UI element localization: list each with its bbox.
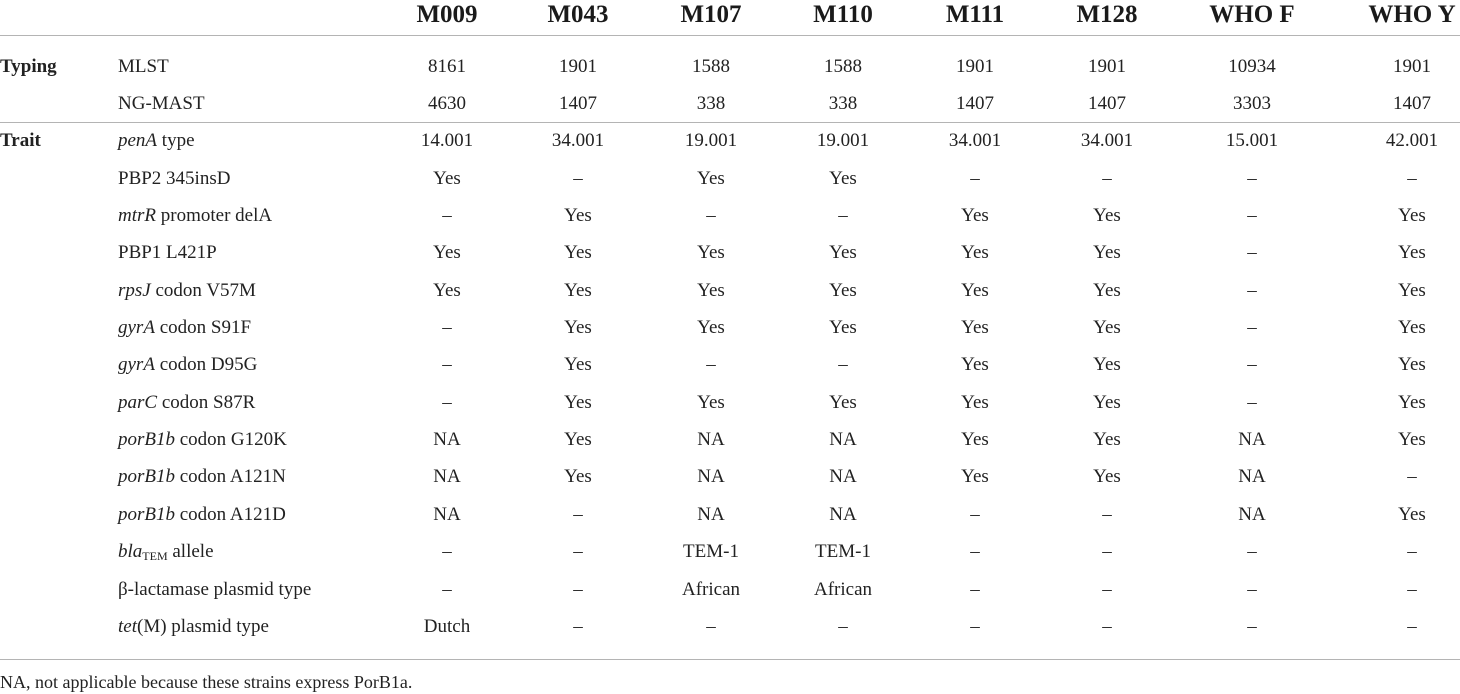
table-cell: 338 [696, 93, 726, 114]
table-cell: – [573, 504, 583, 525]
table-cell: – [442, 541, 452, 562]
table-cell: 14.001 [420, 130, 474, 151]
row-label [118, 503, 286, 527]
table-cell: – [573, 168, 583, 189]
table-cell: Yes [961, 392, 989, 413]
rule-bottom [0, 659, 1460, 660]
table-cell: Yes [961, 466, 989, 487]
table-cell: Yes [1398, 504, 1426, 525]
table-cell: 34.001 [948, 130, 1002, 151]
group-trait: Trait [0, 130, 41, 151]
table-cell: – [1247, 168, 1257, 189]
row-label [118, 465, 286, 489]
table-cell: – [838, 205, 848, 226]
table-cell: African [681, 579, 741, 600]
table-cell: – [1407, 168, 1417, 189]
table-cell: NA [829, 429, 857, 450]
table-cell: Yes [564, 429, 592, 450]
table-cell: NA [1238, 466, 1266, 487]
row-label [118, 204, 272, 228]
row-label [118, 428, 287, 452]
col-header: M043 [547, 1, 609, 28]
table-cell: Yes [1093, 317, 1121, 338]
table-cell: Yes [961, 205, 989, 226]
table-cell: Yes [829, 392, 857, 413]
table-cell: – [1407, 579, 1417, 600]
col-header: M128 [1076, 1, 1138, 28]
footnote: NA, not applicable because these strains express PorB1a. [0, 672, 413, 692]
table-cell: Yes [1093, 466, 1121, 487]
row-label [118, 391, 255, 415]
table-cell: 1901 [1088, 56, 1126, 77]
row-label-gene: tet [118, 616, 137, 637]
table-cell: Yes [697, 242, 725, 263]
table-cell: – [1247, 205, 1257, 226]
table-cell: 34.001 [551, 130, 605, 151]
row-label-gene: gyrA [118, 317, 155, 338]
row-label [118, 55, 169, 79]
table-cell: Yes [961, 317, 989, 338]
table-cell: 42.001 [1385, 130, 1439, 151]
table-cell: – [1102, 579, 1112, 600]
table-cell: – [1247, 541, 1257, 562]
table-cell: – [573, 541, 583, 562]
table-cell: Yes [697, 317, 725, 338]
table-cell: NA [697, 429, 725, 450]
col-header: WHO F [1209, 1, 1295, 28]
table-cell: – [1247, 616, 1257, 637]
table-cell: NA [697, 504, 725, 525]
table-cell: Yes [564, 317, 592, 338]
table-cell: Yes [1093, 205, 1121, 226]
table-cell: – [1247, 317, 1257, 338]
row-label-gene: rpsJ [118, 280, 151, 301]
table-cell: – [1102, 504, 1112, 525]
row-label-text: β-lactamase plasmid type [118, 579, 312, 600]
row-label-text: codon A121D [175, 504, 286, 525]
table-cell: – [970, 168, 980, 189]
table-cell: NA [433, 466, 461, 487]
row-label-gene: porB1b [118, 504, 175, 525]
table-cell: NA [829, 504, 857, 525]
table-cell: Yes [697, 392, 725, 413]
table-cell: Yes [564, 392, 592, 413]
table-cell: Yes [1093, 429, 1121, 450]
table-cell: NA [433, 504, 461, 525]
table-cell: 338 [828, 93, 858, 114]
table-cell: Yes [961, 242, 989, 263]
table-cell: – [442, 392, 452, 413]
table-cell: Yes [697, 168, 725, 189]
table-cell: Yes [564, 242, 592, 263]
row-label-gene: mtrR [118, 205, 156, 226]
row-label-text: (M) plasmid type [137, 616, 269, 637]
table-cell: – [1102, 541, 1112, 562]
table-cell: African [813, 579, 873, 600]
row-label [118, 129, 195, 153]
row-label-text: promoter delA [156, 205, 273, 226]
row-label-text: PBP2 345insD [118, 168, 231, 189]
table-cell: Yes [564, 466, 592, 487]
row-label-gene: porB1b [118, 466, 175, 487]
table-cell: 1407 [1088, 93, 1126, 114]
table-cell: Yes [1093, 392, 1121, 413]
row-label [118, 167, 230, 191]
table-cell: – [1247, 579, 1257, 600]
table-cell: Yes [1398, 280, 1426, 301]
table-cell: Yes [829, 280, 857, 301]
group-typing: Typing [0, 56, 57, 77]
table-cell: – [1247, 392, 1257, 413]
table-cell: Yes [1093, 354, 1121, 375]
table-cell: Yes [433, 168, 461, 189]
table-cell: Yes [961, 354, 989, 375]
table-cell: Yes [433, 280, 461, 301]
table-cell: NA [697, 466, 725, 487]
row-label-gene: parC [118, 392, 158, 413]
table-cell: – [838, 354, 848, 375]
table-cell: Yes [1398, 242, 1426, 263]
table-cell: Yes [1398, 354, 1426, 375]
table-cell: – [1102, 616, 1112, 637]
row-label-text: NG-MAST [118, 93, 205, 114]
row-label-text: MLST [118, 56, 169, 77]
table-cell: TEM-1 [815, 541, 871, 562]
row-label-text: codon S91F [154, 317, 252, 338]
table-cell: 1407 [956, 93, 994, 114]
table-cell: 3303 [1233, 93, 1271, 114]
table-cell: – [970, 504, 980, 525]
table-cell: Yes [1398, 317, 1426, 338]
row-label [118, 578, 311, 602]
table-cell: Yes [1398, 392, 1426, 413]
table-cell: – [706, 354, 716, 375]
row-label-gene: penA [118, 130, 158, 151]
table-cell: 34.001 [1080, 130, 1134, 151]
row-label-text: codon A121N [175, 466, 286, 487]
row-label-gene: gyrA [118, 354, 155, 375]
table-cell: – [970, 616, 980, 637]
row-label-text: allele [167, 541, 214, 562]
table-cell: Yes [433, 242, 461, 263]
table-cell: – [970, 579, 980, 600]
row-label-gene: porB1b [118, 429, 175, 450]
row-label [118, 241, 217, 265]
row-label-text: type [157, 130, 195, 151]
table-cell: – [442, 354, 452, 375]
table-cell: – [1407, 616, 1417, 637]
table-cell: – [706, 616, 716, 637]
table-cell: – [1247, 354, 1257, 375]
table-cell: TEM-1 [683, 541, 739, 562]
table-cell: Yes [829, 317, 857, 338]
row-label-text: codon G120K [175, 429, 287, 450]
rule-typing-trait [0, 122, 1460, 123]
table-cell: 1901 [1393, 56, 1431, 77]
table-cell: 10934 [1228, 56, 1276, 77]
table-cell: Yes [1398, 205, 1426, 226]
table-cell: 1407 [1393, 93, 1431, 114]
table-cell: Yes [564, 280, 592, 301]
table-cell: – [838, 616, 848, 637]
table-cell: Yes [1093, 280, 1121, 301]
table-cell: – [706, 205, 716, 226]
row-label [118, 540, 214, 568]
table-cell: – [573, 616, 583, 637]
row-label-text: PBP1 L421P [118, 242, 217, 263]
table-cell: 8161 [428, 56, 466, 77]
table-cell: 15.001 [1225, 130, 1279, 151]
row-label [118, 92, 205, 116]
table-cell: – [1102, 168, 1112, 189]
table-cell: – [1407, 466, 1417, 487]
table-cell: – [1247, 280, 1257, 301]
table-cell: NA [829, 466, 857, 487]
table-cell: Yes [961, 429, 989, 450]
row-label-text: codon V57M [150, 280, 256, 301]
table-cell: – [442, 205, 452, 226]
table-cell: 1901 [559, 56, 597, 77]
table-cell: 1588 [824, 56, 862, 77]
row-label [118, 316, 251, 340]
table-cell: NA [1238, 429, 1266, 450]
table-cell: Yes [1093, 242, 1121, 263]
table-cell: Yes [697, 280, 725, 301]
table-cell: – [1247, 242, 1257, 263]
row-label-text: codon S87R [157, 392, 256, 413]
table-cell: NA [433, 429, 461, 450]
row-label [118, 353, 257, 377]
table-cell: Yes [829, 242, 857, 263]
row-label [118, 615, 269, 639]
table-cell: Yes [564, 205, 592, 226]
row-label-gene: bla [118, 541, 143, 562]
table-cell: NA [1238, 504, 1266, 525]
col-header: WHO Y [1368, 1, 1456, 28]
table-cell: 1588 [692, 56, 730, 77]
table-cell: Dutch [423, 616, 471, 637]
table-cell: – [1407, 541, 1417, 562]
table-cell: – [442, 579, 452, 600]
table-cell: Yes [564, 354, 592, 375]
table-cell: 1901 [956, 56, 994, 77]
table-cell: – [573, 579, 583, 600]
col-header: M111 [945, 1, 1005, 28]
table-cell: – [970, 541, 980, 562]
row-label-subscript: TEM [142, 549, 168, 563]
col-header: M009 [416, 1, 478, 28]
col-header: M110 [813, 1, 873, 28]
col-header: M107 [680, 1, 742, 28]
table-cell: Yes [829, 168, 857, 189]
row-label-text: codon D95G [154, 354, 258, 375]
table-cell: 4630 [428, 93, 466, 114]
table-cell: 1407 [559, 93, 597, 114]
rule-top-header [0, 35, 1460, 36]
table-cell: – [442, 317, 452, 338]
row-label [118, 279, 256, 303]
table-cell: 19.001 [816, 130, 870, 151]
table-cell: Yes [961, 280, 989, 301]
table-cell: Yes [1398, 429, 1426, 450]
table-cell: 19.001 [684, 130, 738, 151]
